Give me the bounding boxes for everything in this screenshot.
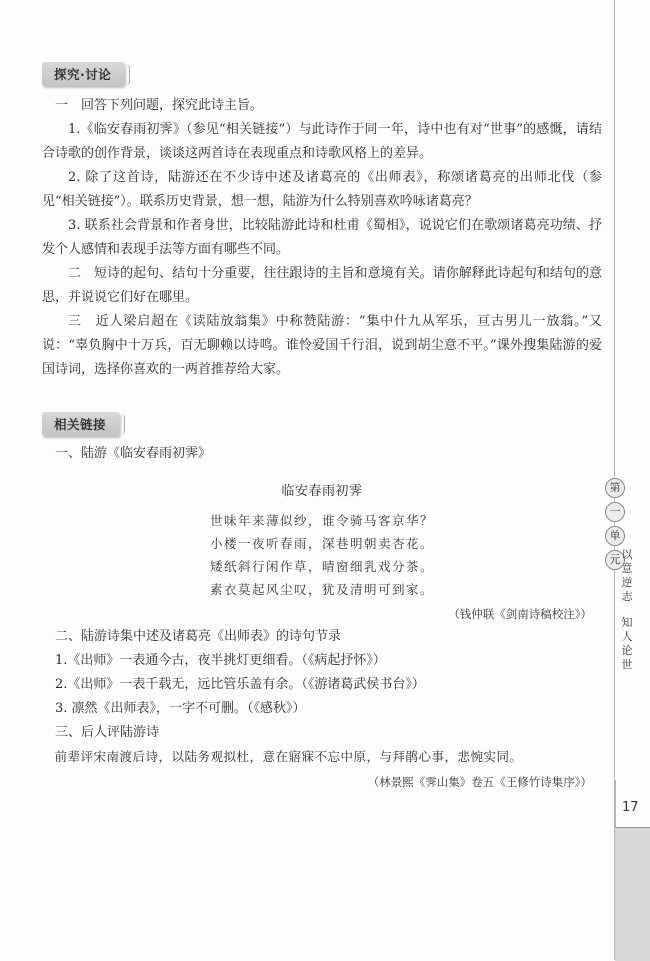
part-2-heading: 二、陆游诗集中述及诸葛亮《出师表》的诗句节录 [55,629,342,644]
part-3-heading: 三、后人评陆游诗 [55,725,160,740]
critique-quote: 前辈评宋南渡后诗，以陆务观拟杜，意在寤寐不忘中原，与拜鹃心事，悲惋实同。 [54,749,523,764]
theme-char: 世 [621,658,633,671]
question-1-heading: 一 回答下列问题，探究此诗主旨。 [55,98,264,113]
main-content [42,62,602,793]
theme-char: 论 [621,644,633,657]
theme-char: 以 [621,548,633,561]
unit-char: 第 [605,478,625,498]
quote-item: 2.《出师》一表千载无，远比管乐盖有余。（《游诸葛武侯书台》） [55,677,425,692]
question-1-2: 2. 除了这首诗，陆游还在不少诗中述及诸葛亮的《出师表》，称颂诸葛亮的出师北伐（参见“相关链接”）。联系历史背景，想一想，陆游为什么特别喜欢吟咏诸葛亮？ [42,170,602,209]
question-1-1: 1.《临安春雨初霁》（参见“相关链接”）与此诗作于同一年，诗中也有对“世事”的感慨，请结合诗歌的创作背景，谈谈这两首诗在表现重点和诗歌风格上的差异。 [42,122,602,161]
margin-gray-tab [615,827,650,961]
unit-char: 一 [605,502,625,522]
related-links-tag: 相关链接 [42,412,120,436]
theme-gap [617,604,637,616]
poem-title: 临安春雨初霁 [281,484,363,499]
unit-theme [617,548,637,672]
discussion-section [42,62,602,382]
unit-char: 单 [605,526,625,546]
question-1-3: 3. 联系社会背景和作者身世，比较陆游此诗和杜甫《蜀相》，说说它们在歌颂诸葛亮功绩、抒发个人感情和表现手法等方面有哪些不同。 [42,218,602,257]
theme-char: 知 [621,616,633,629]
unit-char: 元 [605,550,625,570]
theme-char: 意 [621,562,633,575]
theme-char: 逆 [621,576,633,589]
discussion-tag: 探究·讨论 [42,62,125,86]
critique-source: （林景熙《霁山集》卷五《王修竹诗集序》） [367,775,592,789]
question-2: 二 短诗的起句、结句十分重要，往往跟诗的主旨和意境有关。请你解释此诗起句和结句的意思，并说说它们好在哪里。 [42,266,602,305]
poem-body [42,509,602,601]
poem-line: 矮纸斜行闲作草，晴窗细乳戏分茶。 [209,559,434,574]
quote-item: 3. 凛然《出师表》，一字不可删。（《感秋》） [55,701,306,716]
poem-line: 世味年来薄似纱，谁令骑马客京华？ [209,513,434,528]
page-number: 17 [622,800,639,815]
quote-item: 1.《出师》一表通今古，夜半挑灯更细看。（《病起抒怀》） [55,653,386,668]
related-links-section [42,412,602,793]
part-1-heading: 一、陆游《临安春雨初霁》 [55,446,212,461]
question-3: 三 近人梁启超在《读陆放翁集》中称赞陆游：“集中什九从军乐，亘古男儿一放翁。”又说：“辜负胸中十万兵，百无聊赖以诗鸣。谁怜爱国千行泪，说到胡尘意不平。”课外搜集陆游的爱国诗词，选择你喜欢的一两首推荐给大家。 [42,314,602,377]
poem-line: 小楼一夜听春雨，深巷明朝卖杏花。 [209,536,434,551]
theme-char: 志 [621,590,633,603]
poem-line: 素衣莫起风尘叹，犹及清明可到家。 [209,582,434,597]
poem-source: （钱仲联《剑南诗稿校注》） [448,607,592,621]
theme-char: 人 [621,630,633,643]
